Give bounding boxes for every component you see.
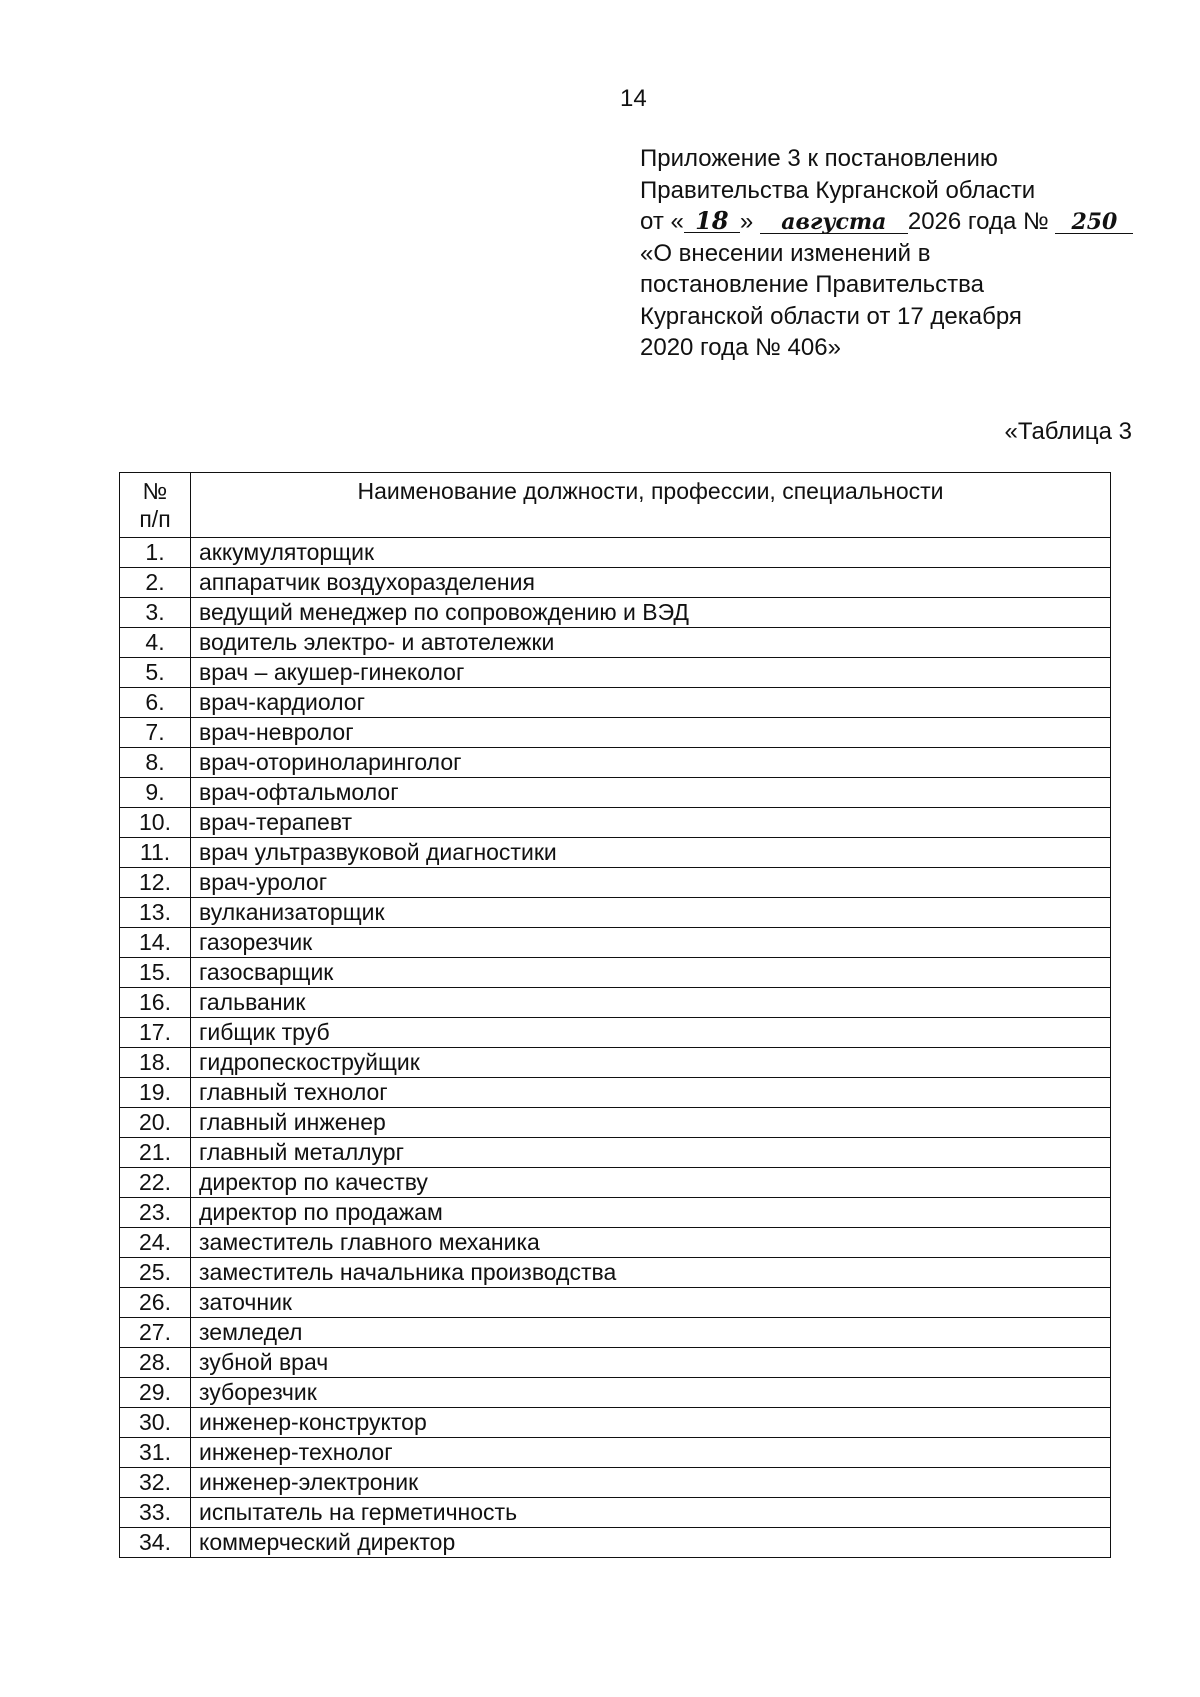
row-profession-name: гидропескоструйщик	[191, 1048, 1111, 1078]
row-number: 31.	[120, 1438, 191, 1468]
row-number: 33.	[120, 1498, 191, 1528]
row-profession-name: зуборезчик	[191, 1378, 1111, 1408]
header-num-line-2: п/п	[139, 506, 171, 532]
table-row	[120, 718, 1111, 748]
row-number: 8.	[120, 748, 191, 778]
table-row	[120, 1138, 1111, 1168]
row-number: 25.	[120, 1258, 191, 1288]
row-number: 10.	[120, 808, 191, 838]
appendix-line-7: 2020 года № 406»	[640, 334, 841, 361]
row-profession-name: директор по продажам	[191, 1198, 1111, 1228]
row-number: 23.	[120, 1198, 191, 1228]
row-profession-name: заместитель главного механика	[191, 1228, 1111, 1258]
table-row	[120, 1408, 1111, 1438]
table-row	[120, 1528, 1111, 1558]
row-profession-name: коммерческий директор	[191, 1528, 1111, 1558]
table-row	[120, 838, 1111, 868]
table-row	[120, 598, 1111, 628]
appendix-header	[640, 143, 1160, 364]
row-number: 6.	[120, 688, 191, 718]
row-profession-name: водитель электро- и автотележки	[191, 628, 1111, 658]
row-number: 30.	[120, 1408, 191, 1438]
row-profession-name: инженер-технолог	[191, 1438, 1111, 1468]
row-number: 27.	[120, 1318, 191, 1348]
header-name: Наименование должности, профессии, специальности	[191, 473, 1111, 538]
header-num	[120, 473, 191, 538]
row-number: 14.	[120, 928, 191, 958]
row-number: 15.	[120, 958, 191, 988]
row-number: 18.	[120, 1048, 191, 1078]
row-number: 11.	[120, 838, 191, 868]
row-number: 19.	[120, 1078, 191, 1108]
row-number: 20.	[120, 1108, 191, 1138]
handwritten-month: августа	[760, 211, 908, 234]
appendix-line-2: Правительства Курганской области	[640, 176, 1036, 204]
table-row	[120, 1168, 1111, 1198]
row-number: 28.	[120, 1348, 191, 1378]
row-number: 16.	[120, 988, 191, 1018]
table-row	[120, 568, 1111, 598]
row-number: 17.	[120, 1018, 191, 1048]
row-number: 2.	[120, 568, 191, 598]
table-label: «Таблица 3	[1004, 418, 1132, 445]
row-profession-name: ведущий менеджер по сопровождению и ВЭД	[191, 598, 1111, 628]
row-profession-name: директор по качеству	[191, 1168, 1111, 1198]
table-row	[120, 1078, 1111, 1108]
row-profession-name: главный технолог	[191, 1078, 1111, 1108]
table-row	[120, 538, 1111, 568]
row-number: 21.	[120, 1138, 191, 1168]
row-number: 7.	[120, 718, 191, 748]
row-profession-name: врач-терапевт	[191, 808, 1111, 838]
table-row	[120, 1048, 1111, 1078]
table-row	[120, 958, 1111, 988]
table-row	[120, 1108, 1111, 1138]
row-number: 5.	[120, 658, 191, 688]
table-row	[120, 1288, 1111, 1318]
table-row	[120, 748, 1111, 778]
row-number: 4.	[120, 628, 191, 658]
row-number: 24.	[120, 1228, 191, 1258]
appendix-line-5: постановление Правительства	[640, 271, 984, 298]
row-number: 32.	[120, 1468, 191, 1498]
appendix-line-4: «О внесении изменений в	[640, 239, 931, 267]
table-row	[120, 1498, 1111, 1528]
table-row	[120, 1258, 1111, 1288]
table-row	[120, 628, 1111, 658]
table-row	[120, 1318, 1111, 1348]
row-number: 29.	[120, 1378, 191, 1408]
row-profession-name: главный металлург	[191, 1138, 1111, 1168]
row-number: 3.	[120, 598, 191, 628]
row-profession-name: инженер-электроник	[191, 1468, 1111, 1498]
row-profession-name: врач-офтальмолог	[191, 778, 1111, 808]
appendix-line-6: Курганской области от 17 декабря	[640, 302, 1022, 330]
row-profession-name: главный инженер	[191, 1108, 1111, 1138]
row-profession-name: заточник	[191, 1288, 1111, 1318]
row-profession-name: гибщик труб	[191, 1018, 1111, 1048]
row-profession-name: врач-кардиолог	[191, 688, 1111, 718]
table-row	[120, 658, 1111, 688]
date-prefix: от «	[640, 208, 684, 235]
row-number: 22.	[120, 1168, 191, 1198]
row-profession-name: врач ультразвуковой диагностики	[191, 838, 1111, 868]
row-profession-name: аккумуляторщик	[191, 538, 1111, 568]
table-body	[120, 538, 1111, 1558]
row-number: 1.	[120, 538, 191, 568]
date-mid: »	[739, 208, 754, 235]
table-row	[120, 808, 1111, 838]
table-row	[120, 898, 1111, 928]
row-profession-name: вулканизаторщик	[191, 898, 1111, 928]
appendix-line-1: Приложение 3 к постановлению	[640, 145, 998, 172]
row-number: 9.	[120, 778, 191, 808]
page-number: 14	[620, 85, 647, 112]
handwritten-day: 18	[684, 210, 740, 233]
row-profession-name: гальваник	[191, 988, 1111, 1018]
row-profession-name: врач-оториноларинголог	[191, 748, 1111, 778]
handwritten-number: 250	[1055, 211, 1133, 234]
header-num-line-1: №	[142, 478, 168, 504]
row-profession-name: врач – акушер-гинеколог	[191, 658, 1111, 688]
row-profession-name: заместитель начальника производства	[191, 1258, 1111, 1288]
row-profession-name: земледел	[191, 1318, 1111, 1348]
professions-table	[119, 472, 1111, 1558]
row-number: 34.	[120, 1528, 191, 1558]
row-number: 13.	[120, 898, 191, 928]
row-profession-name: испытатель на герметичность	[191, 1498, 1111, 1528]
table-row	[120, 688, 1111, 718]
table-row	[120, 1348, 1111, 1378]
table-row	[120, 1018, 1111, 1048]
table-header-row	[120, 473, 1111, 538]
row-profession-name: врач-уролог	[191, 868, 1111, 898]
row-number: 12.	[120, 868, 191, 898]
date-year-text: 2026 года №	[907, 208, 1049, 235]
table-row	[120, 1378, 1111, 1408]
row-number: 26.	[120, 1288, 191, 1318]
row-profession-name: зубной врач	[191, 1348, 1111, 1378]
table-row	[120, 1228, 1111, 1258]
row-profession-name: газосварщик	[191, 958, 1111, 988]
table-row	[120, 928, 1111, 958]
table-row	[120, 1198, 1111, 1228]
row-profession-name: врач-невролог	[191, 718, 1111, 748]
table-row	[120, 868, 1111, 898]
row-profession-name: аппаратчик воздухоразделения	[191, 568, 1111, 598]
table-row	[120, 778, 1111, 808]
appendix-date-line	[640, 206, 1160, 238]
row-profession-name: инженер-конструктор	[191, 1408, 1111, 1438]
table-row	[120, 1468, 1111, 1498]
table-row	[120, 988, 1111, 1018]
table-row	[120, 1438, 1111, 1468]
row-profession-name: газорезчик	[191, 928, 1111, 958]
